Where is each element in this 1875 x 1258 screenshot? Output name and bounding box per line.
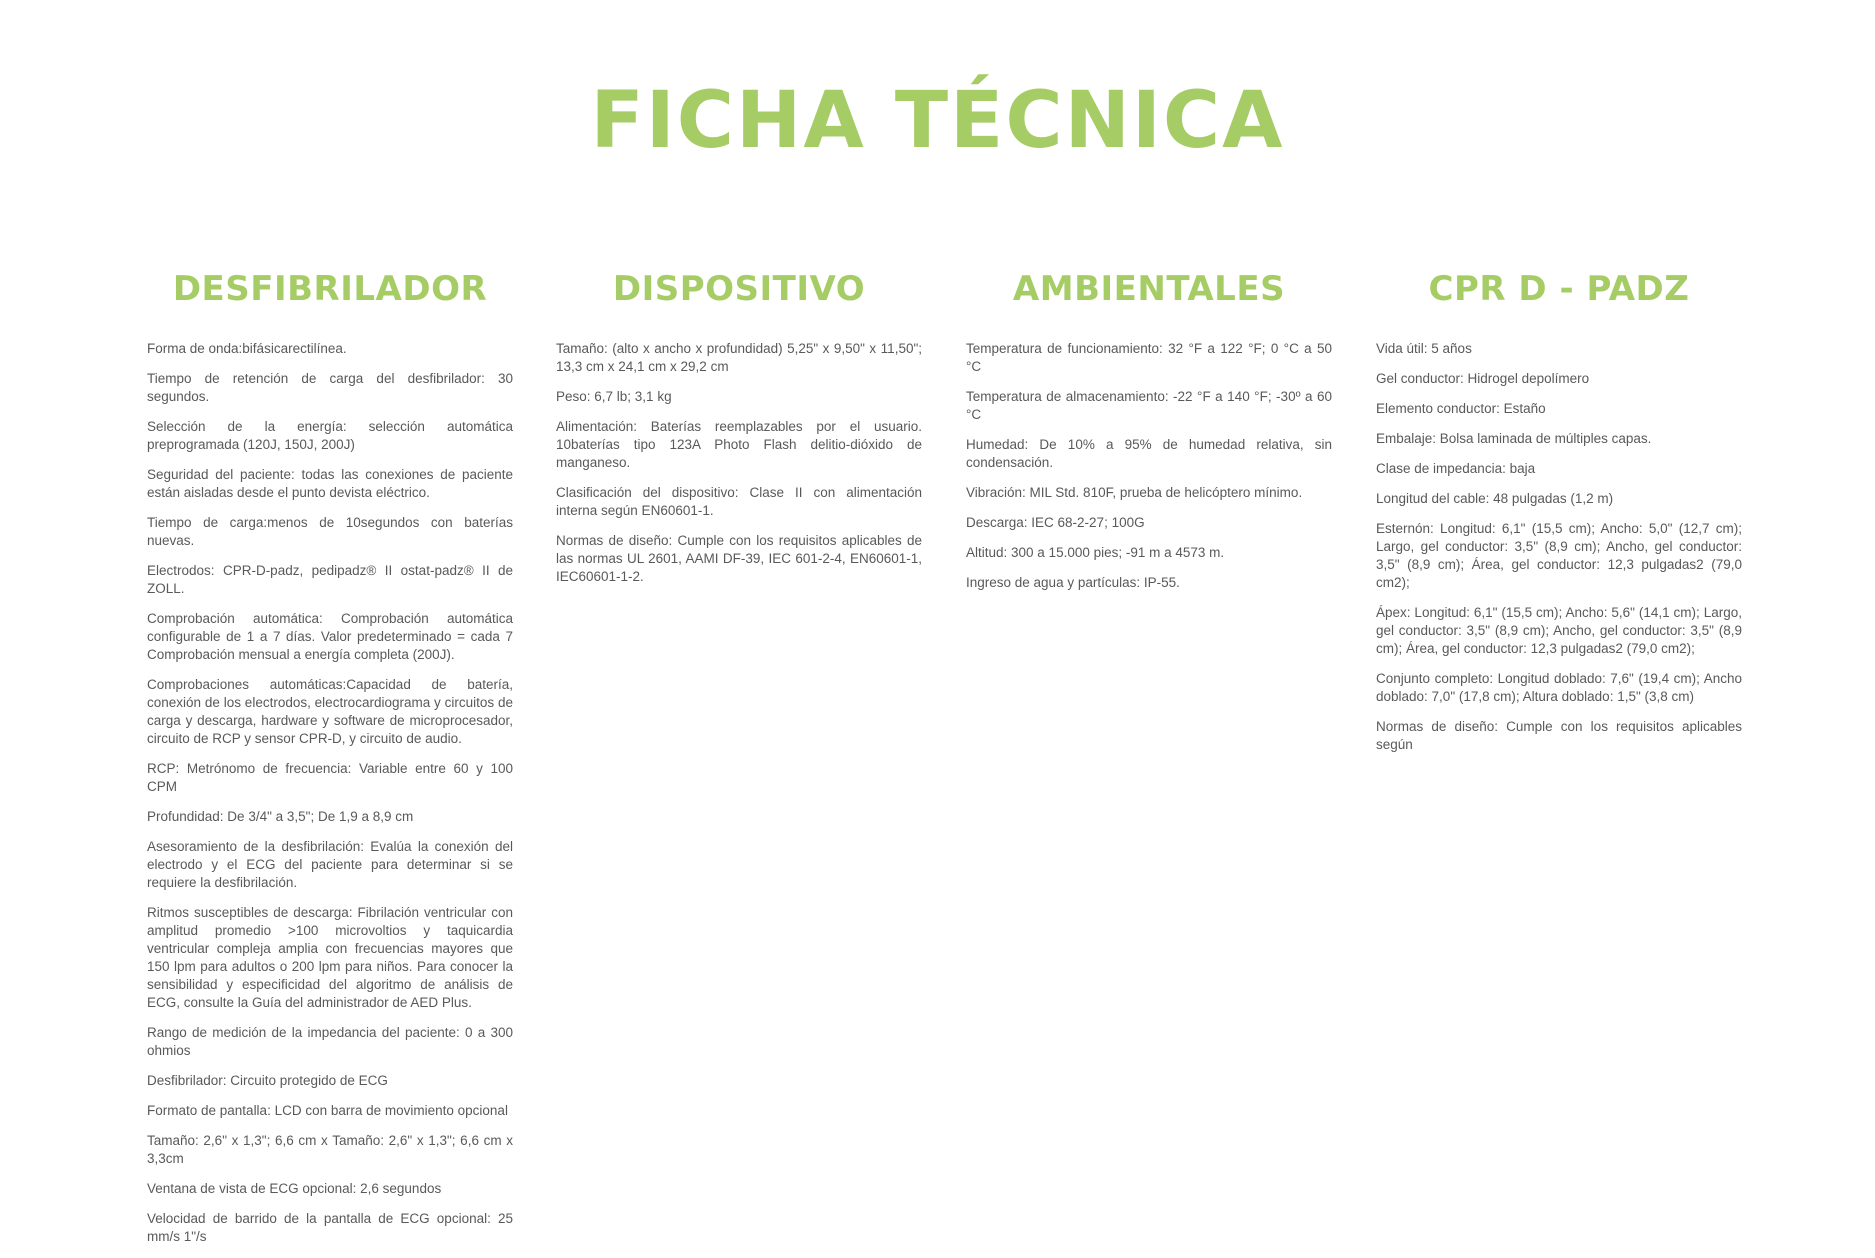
spec-item: Conjunto completo: Longitud doblado: 7,6" (19,4 cm); Ancho doblado: 7,0" (17,8 cm); Altura doblado: 1,5" (3,8 cm) — [1376, 671, 1742, 704]
spec-item: Vida útil: 5 años — [1376, 341, 1472, 356]
spec-item: Comprobaciones automáticas:Capacidad de batería, conexión de los electrodos, electrocardiograma y circuitos de carga y descarga, hardware y software de microprocesador, circuito de RCP y sensor CPR-D, y circuito de audio. — [147, 677, 513, 746]
spec-item: Normas de diseño: Cumple con los requisitos aplicables según — [1376, 719, 1742, 752]
column-desfibrilador — [147, 266, 513, 1258]
column-cpr-d-padz — [1376, 266, 1742, 766]
spec-item: Embalaje: Bolsa laminada de múltiples capas. — [1376, 431, 1652, 446]
spec-item: Rango de medición de la impedancia del paciente: 0 a 300 ohmios — [147, 1025, 513, 1058]
spec-item: Clase de impedancia: baja — [1376, 461, 1536, 476]
spec-item: Esternón: Longitud: 6,1" (15,5 cm); Ancho: 5,0" (12,7 cm); Largo, gel conductor: 3,5" (8,9 cm); Ancho, gel conductor: 3,5" (8,9 cm); Área, gel conductor: 12,3 pulgadas2 (79,0 cm2); — [1376, 521, 1742, 590]
spec-item: Vibración: MIL Std. 810F, prueba de helicóptero mínimo. — [966, 485, 1303, 500]
spec-item: Tiempo de carga:menos de 10segundos con baterías nuevas. — [147, 515, 513, 548]
spec-item: Longitud del cable: 48 pulgadas (1,2 m) — [1376, 491, 1614, 506]
spec-item: Humedad: De 10% a 95% de humedad relativa, sin condensación. — [966, 437, 1332, 470]
spec-item: Alimentación: Baterías reemplazables por el usuario. 10baterías tipo 123A Photo Flash delitio-dióxido de manganeso. — [556, 419, 922, 470]
spec-list — [147, 340, 513, 1246]
spec-item: Ápex: Longitud: 6,1" (15,5 cm); Ancho: 5,6" (14,1 cm); Largo, gel conductor: 3,5" (8,9 cm); Ancho, gel conductor: 3,5" (8,9 cm); Área, gel conductor: 12,3 pulgadas2 (79,0 cm2); — [1376, 605, 1742, 656]
spec-item: Profundidad: De 3/4" a 3,5"; De 1,9 a 8,9 cm — [147, 809, 414, 824]
spec-item: RCP: Metrónomo de frecuencia: Variable entre 60 y 100 CPM — [147, 761, 513, 794]
spec-item: Tamaño: (alto x ancho x profundidad) 5,25" x 9,50" x 11,50"; 13,3 cm x 24,1 cm x 29,2 cm — [556, 341, 922, 374]
spec-item: Elemento conductor: Estaño — [1376, 401, 1546, 416]
spec-item: Seguridad del paciente: todas las conexiones de paciente están aisladas desde el punto devista eléctrico. — [147, 467, 513, 500]
column-heading: DESFIBRILADOR — [172, 269, 488, 309]
spec-item: Ventana de vista de ECG opcional: 2,6 segundos — [147, 1181, 442, 1196]
spec-item: Tamaño: 2,6" x 1,3"; 6,6 cm x Tamaño: 2,6" x 1,3"; 6,6 cm x 3,3cm — [147, 1133, 513, 1166]
spec-item: Temperatura de almacenamiento: -22 °F a 140 °F; -30º a 60 °C — [966, 389, 1332, 422]
column-dispositivo — [556, 266, 922, 598]
spec-item: Descarga: IEC 68-2-27; 100G — [966, 515, 1145, 530]
spec-item: Electrodos: CPR-D-padz, pedipadz® II ostat-padz® II de ZOLL. — [147, 563, 513, 596]
column-ambientales — [966, 266, 1332, 604]
spec-list — [1376, 340, 1742, 754]
spec-item: Velocidad de barrido de la pantalla de ECG opcional: 25 mm/s 1"/s — [147, 1211, 513, 1244]
spec-item: Ingreso de agua y partículas: IP-55. — [966, 575, 1180, 590]
spec-item: Peso: 6,7 lb; 3,1 kg — [556, 389, 672, 404]
column-heading: AMBIENTALES — [1012, 269, 1286, 309]
spec-item: Tiempo de retención de carga del desfibrilador: 30 segundos. — [147, 371, 513, 404]
spec-item: Normas de diseño: Cumple con los requisitos aplicables de las normas UL 2601, AAMI DF-39, IEC 601-2-4, EN60601-1, IEC60601-1-2. — [556, 533, 922, 584]
spec-item: Altitud: 300 a 15.000 pies; -91 m a 4573 m. — [966, 545, 1225, 560]
spec-item: Temperatura de funcionamiento: 32 °F a 122 °F; 0 °C a 50 °C — [966, 341, 1332, 374]
spec-item: Formato de pantalla: LCD con barra de movimiento opcional — [147, 1103, 508, 1118]
spec-item: Desfibrilador: Circuito protegido de ECG — [147, 1073, 388, 1088]
column-heading: DISPOSITIVO — [612, 269, 866, 309]
column-heading: CPR D - PADZ — [1428, 269, 1690, 309]
spec-list — [966, 340, 1332, 592]
spec-item: Gel conductor: Hidrogel depolímero — [1376, 371, 1590, 386]
spec-item: Selección de la energía: selección automática preprogramada (120J, 150J, 200J) — [147, 419, 513, 452]
spec-item: Ritmos susceptibles de descarga: Fibrilación ventricular con amplitud promedio >100 microvoltios y taquicardia ventricular compleja amplia con frecuencias mayores que 150 lpm para adultos o 200 lpm para niños. Para conocer la sensibilidad y especificidad del algoritmo de análisis de ECG, consulte la Guía del administrador de AED Plus. — [147, 905, 513, 1010]
spec-item: Comprobación automática: Comprobación automática configurable de 1 a 7 días. Valor predeterminado = cada 7 Comprobación mensual a energía completa (200J). — [147, 611, 513, 662]
spec-item: Clasificación del dispositivo: Clase II con alimentación interna según EN60601-1. — [556, 485, 922, 518]
spec-item: Asesoramiento de la desfibrilación: Evalúa la conexión del electrodo y el ECG del paciente para determinar si se requiere la desfibrilación. — [147, 839, 513, 890]
page-title: FICHA TÉCNICA — [590, 76, 1285, 166]
spec-list — [556, 340, 922, 586]
spec-item: Forma de onda:bifásicarectilínea. — [147, 341, 347, 356]
